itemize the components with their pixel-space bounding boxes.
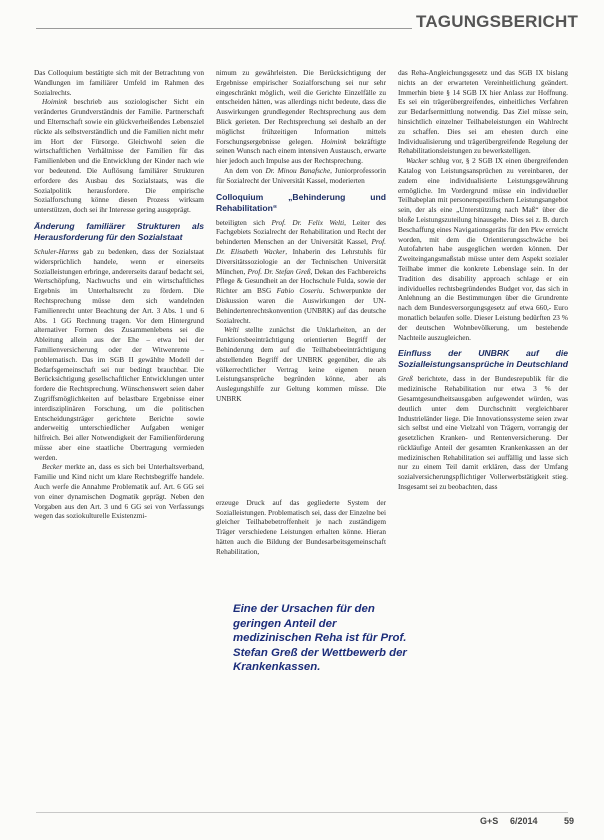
page-number: 59 — [564, 816, 575, 826]
person-name: Dr. Minou Banafsche — [265, 165, 331, 175]
paragraph: Welti stellte zunächst die Unklarheiten, an der Funktionsbeeinträchtigung orientierten Begriff der Behinderung dem auf die Teilhabebeeinträchtigung abstellenden Begriff der UNBRK gegenüber, die als völkerrechtlicher Vertrag keine eigenen neuen Leistungsansprüche begründen könne, aber als Auslegungshilfe zur Geltung kommen müsse. Die UNBRK — [216, 325, 386, 403]
paragraph: Becker merkte an, dass es sich bei Unterhaltsverband, Familie und Kind nicht um klare Rechtsbegriffe handele. Auch werfe die Annahme Problematik auf. Art. 6 GG sei von einer dynamischen Dogmatik geprägt. Neben den Vorgaben aus den Art. 3 und 6 GG sei von Verfassungs wegen das soziokulturelle Existenzmi- — [34, 462, 205, 521]
person-name: Hoimink — [321, 136, 347, 146]
section-label: TAGUNGSBERICHT — [416, 12, 579, 31]
paragraph: An dem von Dr. Minou Banafsche, Juniorprofessorin für Sozialrecht der Universität Kassel, moderierten — [216, 165, 386, 185]
text-column-1 — [34, 68, 204, 521]
person-name: Welti — [224, 325, 239, 335]
subheading: Einfluss der UNBRK auf die Sozialleistungsansprüche in Deutschland — [398, 348, 568, 370]
footer-rule — [36, 812, 568, 813]
paragraph: Schuler-Harms gab zu bedenken, dass der Sozialstaat widersprüchlich handele, wenn er einerseits Sozialleistungen erbringe, andererseits darauf bedacht sei, Wertschöpfung, Nachwuchs und ein wirtschaftliches Ergebnis im Unterhaltsrecht zu fördern. Die Rechtsprechung müsse dem sich wandelnden Familienrecht unter Beachtung der Art. 3 Abs. 1 und 6 Abs. 1 GG Rechnung tragen. Vor dem Hintergrund alternativer Formen des Zusammenlebens sei die Ableitung allein aus der Ehe – etwa bei der Familienversicherung oder der Witwenrente – problematisch. Das im SGB II gewählte Modell der Bedarfsgemeinschaft sei nur bedingt brauchbar. Die Berücksichtigung gesellschaftlicher Entwicklungen unter fordere die Rechtsprechung. Wünschenswert seien daher Zugriffsmöglichkeiten auf belastbare Ergebnisse einer interdisziplinären Forschung, um die politischen Entscheidungsträger gerichtete Berichte sowie anderweitig unterschiedlicher Aufgaben weniger hilfreich. Bei aller Notwendigkeit der Familienförderung müsse aber eine staatliche Übertragung vermieden werden. — [34, 246, 204, 462]
person-name: Prof. Dr. Stefan Greß — [247, 266, 311, 276]
pull-quote-spacer — [216, 404, 386, 498]
person-name: Wacker — [406, 156, 428, 166]
text-column-2 — [216, 68, 386, 556]
subheading: Colloquium „Behinderung und Rehabilitation“ — [216, 191, 386, 213]
person-name: Prof. Dr. Felix Welti — [271, 217, 345, 227]
journal-name: G+S — [480, 816, 499, 826]
pull-quote: Eine der Ursachen für den geringen Anteil der medizinischen Reha ist für Prof. Stefan Greß der Wettbewerb der Krankenkassen. — [225, 596, 417, 679]
paragraph: beteiligten sich Prof. Dr. Felix Welti, Leiter des Fachgebiets Sozialrecht der Rehabilitation und Recht der behinderten Menschen an der Universität Kassel, Prof. Dr. Elisabeth Wacker, Inhaberin des Lehrstuhls für Diversitätssoziologie an der Technischen Universität München, Prof. Dr. Stefan Greß, Dekan des Fachbereichs Pflege & Gesundheit an der Hochschule Fulda, sowie der Richter am BSG Fabio Coseriu. Schwerpunkte der Diskussion waren die Auswirkungen der UN-Behindertenrechtskonvention (UNBRK) auf das deutsche Sozialrecht. — [216, 217, 387, 325]
person-name: Greß — [398, 374, 413, 384]
issue-number: 6/2014 — [510, 816, 538, 826]
paragraph: Greß berichtete, dass in der Bundesrepublik für die medizinische Rehabilitation nur etwa 3 % der Gesamtgesundheitsausgaben aufgewendet würden, was deutlich unter dem Durchschnitt vergleichbarer Industrieländer liege. Die Innovationssysteme seien zwar sich selbst und eine Vielzahl von Trägern, vorrangig der gesetzlichen Kranken- und Rentenversicherung. Der rückläufige Anteil der gesamten Krankenkassen an der medizinischen Rehabilitation sei auffällig und lasse sich nur zu einem Teil damit erklären, dass der Umfang sozialversicherungspflichtiger Vollerwerbstätigkeit stieg. Insgesamt sei zu beobachten, dass — [398, 374, 568, 492]
person-name: Becker — [42, 462, 63, 472]
person-name: Fabio Coseriu — [276, 286, 323, 296]
subheading: Änderung familiärer Strukturen als Herausforderung für den Sozialstaat — [34, 220, 204, 242]
text-column-3 — [398, 68, 568, 492]
paragraph: Hoimink beschrieb aus soziologischer Sicht ein verändertes Grundverständnis der Familie. Partnerschaft und Elternschaft sowie ein glückverheißendes Lebensziel rückte als selbstverständlich und die Familien nicht mehr im Hort der Fürsorge. Gleichwohl seien die wirtschaftlichen Verhältnisse der Familien für das Familienleben und die Entwicklung der Kinder nach wie vor bedeutend. Die Auflösung familiärer Strukturen erfordere des Ausbau des Sozialstaats, was die Sozialpolitik herausfordere. Die empirische Sozialforschung könne diesen Prozess wirksam unterstützen, doch sei ihr Interesse gering ausgeprägt. — [34, 97, 204, 215]
paragraph: nimum zu gewährleisten. Die Berücksichtigung der Ergebnisse empirischer Sozialforschung sei nur sehr eingeschränkt möglich, weil die Gerichte Einzelfälle zu entscheiden hätten, was allerdings nicht bedeute, dass die Auswirkungen grundlegender Rechtsprechung aus dem Blick gerieten. Der Rechtsprechung sei deshalb an der möglichst frühzeitigen Information mittels Forschungsergebnisse gelegen. Hoimink bekräftigte seinen Wunsch nach einem intensiven Austausch, erwarte hier jedoch auch Impulse aus der Rechtsprechung. — [216, 68, 386, 166]
paragraph: Wacker schlug vor, § 2 SGB IX einen übergreifenden Katalog von Leistungsansprüchen zu vereinbaren, der zudem eine individualisierte Leistungsgewährung ermögliche. Im Vordergrund müsse ein individueller Teilhabeplan mit personenspezifischem Leistungsangebot sein, der als eine „Unterstützung nach Maß“ über die bloße Leistungszuteilung hinausgehe. Dies sei z. B. durch Beschaffung eines Navigationsgeräts für den Pkw erreicht worden, mit dem die Orientierungsschwäche bei Autofahrten habe ausgeglichen werden können. Der Zweiteingangsmaßstab müsse unter dem Aspekt sozialer Teilhabe immer die konkrete Lebenslage sein. In der Tradition des disability approach schlage er ein individuelles rechtsbegründendes Budget vor, das sich in Anlehnung an die Bestimmungen über die Grundrente nach dem Bundesversorgungsgesetz auf etwa 660,- Euro monatlich belaufen solle. Dieser Leistung bedürften 23 % der deutschen Wohnbevölkerung, um bestehende Nachteile auszugleichen. — [398, 156, 569, 342]
person-name: Schuler-Harms — [34, 246, 79, 256]
header-rule — [36, 28, 412, 29]
paragraph: das Reha-Angleichungsgesetz und das SGB IX bislang nichts an der erwarteten Vereinheitlichung geändert. Immerhin biete § 14 SGB IX hier Anlass zur Hoffnung. Es sei ein trägerübergreifendes, einheitliches Verfahren zur Bedarfsermittlung notwendig. Das Ziel müsse sein, hinsichtlich einzelner Teilhabeleistungen ein Wahlrecht zu schaffen. Dies sei am ehesten durch eine Individualisierung und trägerübergreifende Regelung der Rehabilitationsleistungen zu bewerkstelligen. — [398, 68, 568, 156]
person-name: Prof. Dr. Elisabeth Wacker — [216, 237, 386, 256]
paragraph: erzeuge Druck auf das gegliederte System der Sozialleistungen. Problematisch sei, dass der Einzelne bei gleicher Teilhabebetroffenheit je nach zuständigem Träger verschiedene Leistungen erhalten könne. Hieran hätten auch die Bildung der Bundesarbeitsgemeinschaft Rehabilitation, — [216, 497, 386, 556]
paragraph: Das Colloquium bestätigte sich mit der Betrachtung von Wandlungen im familiärer Umfeld im Rahmen des Sozialrechts. — [34, 68, 204, 97]
person-name: Hoimink — [42, 97, 68, 107]
